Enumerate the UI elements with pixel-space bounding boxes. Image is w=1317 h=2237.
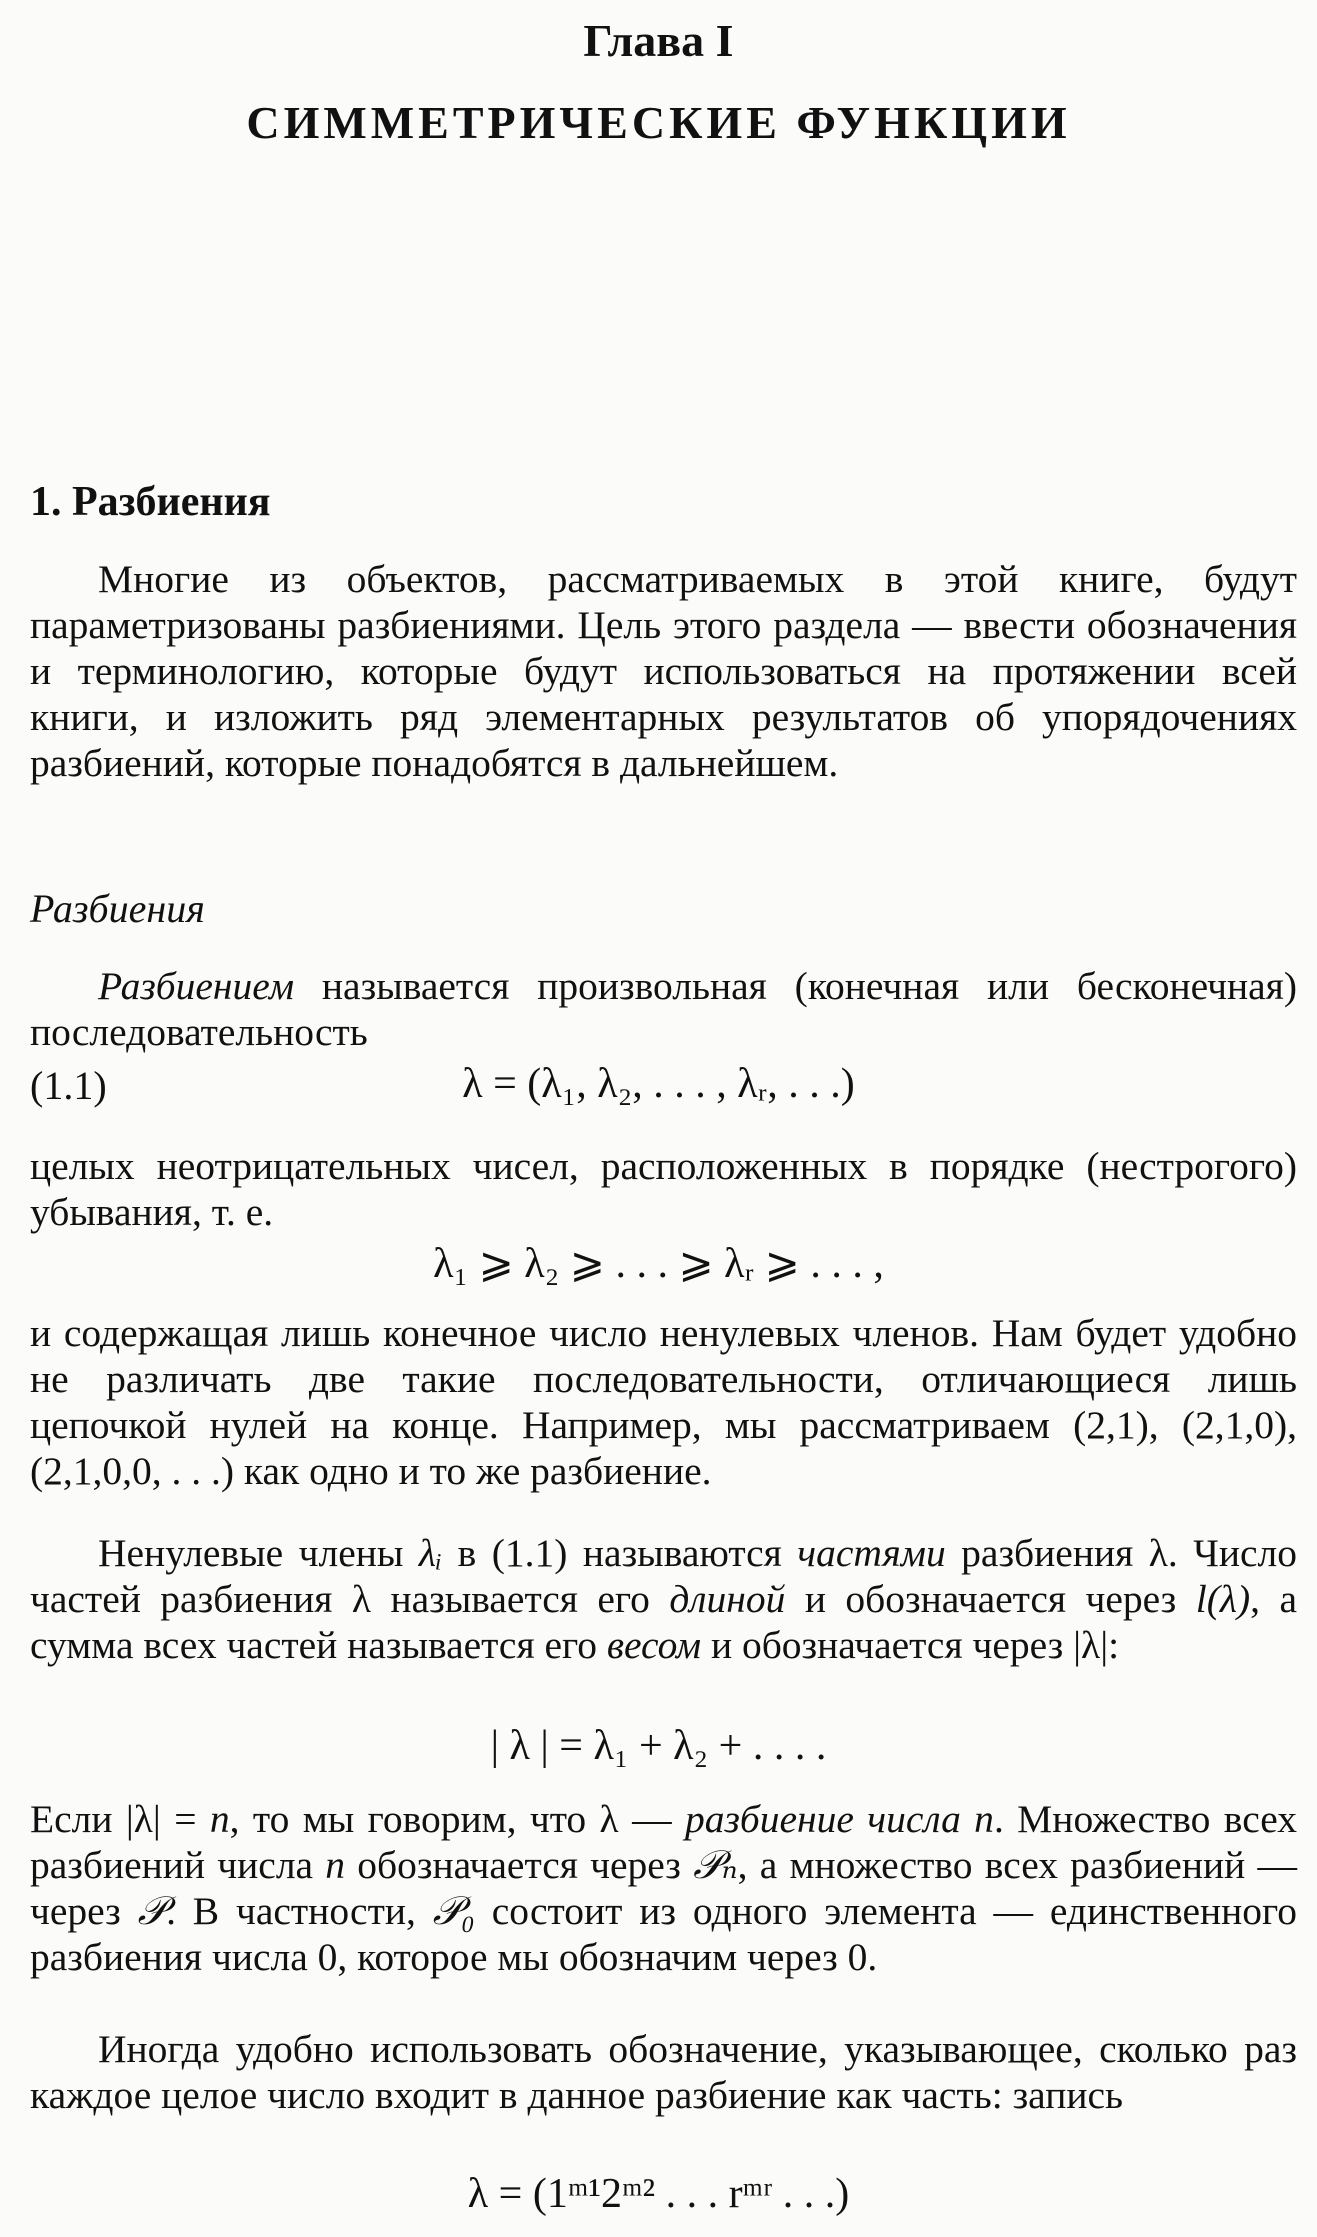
weight-formula: | λ | = λ₁ + λ₂ + . . . . [490,1723,827,1769]
section-heading: 1. Разбиения [30,479,271,525]
term-weight: весом [606,1623,702,1667]
equation-1-1: λ = (λ₁, λ₂, . . . , λᵣ, . . .) [462,1061,855,1107]
zero-tail-paragraph: и содержащая лишь конечное число ненулевых членов. Нам будет удобно не различать две такие последовательности, отличающиеся лишь цепочкой нулей на конце. Например, мы рассматриваем (2,1), (2,1,0), (2,1,0,0, . . .) как одно и то же разбиение. [30,1311,1297,1493]
term-parts: частями [797,1531,946,1575]
multiplicity-paragraph: Иногда удобно использовать обозначение, указывающее, сколько раз каждое целое число входит в данное разбиение как часть: запись [30,2027,1297,2117]
equation-number: (1.1) [30,1063,107,1108]
chapter-title: СИММЕТРИЧЕСКИЕ ФУНКЦИИ [246,97,1071,148]
inequality-formula: λ₁ ⩾ λ₂ ⩾ . . . ⩾ λᵣ ⩾ . . . , [433,1241,884,1287]
term-length: длиной [669,1577,786,1621]
term-partition-of-n: разбиение числа n [684,1797,994,1841]
subsection-heading: Разбиения [30,886,205,931]
after-equation-paragraph: целых неотрицательных чисел, расположенных в порядке (нестрогого) убывания, т. е. [30,1144,1297,1234]
definition-paragraph [30,963,1297,1055]
definition-text: называется произвольная (конечная или бесконечная) последовательность [30,964,1297,1054]
intro-paragraph: Многие из объектов, рассматриваемых в этой книге, будут параметризованы разбиениями. Цель этого раздела — ввести обозначения и терминологию, которые будут использоваться на протяжении всей книги, и изложить ряд элементарных результатов об упорядочениях разбиений, которые понадобятся в дальнейшем. [30,557,1297,785]
multiplicity-formula: λ = (1ᵐ¹2ᵐ² . . . rᵐʳ . . .) [467,2171,850,2217]
defined-term: Разбиением [98,964,295,1008]
chapter-label: Глава I [583,15,734,66]
parts-paragraph: Ненулевые члены λᵢ в (1.1) называются частями разбиения λ. Число частей разбиения λ называется его длиной и обозначается через l(λ), а сумма всех частей называется его весом и обозначается через |λ|: [30,1531,1297,1667]
partition-of-n-paragraph: Если |λ| = n, то мы говорим, что λ — разбиение числа n. Множество всех разбиений числа n обозначается через 𝒫ₙ, а множество всех разбиений — через 𝒫. В частности, 𝒫₀ состоит из одного элемента — единственного разбиения числа 0, которое мы обозначим через 0. [30,1797,1297,1979]
